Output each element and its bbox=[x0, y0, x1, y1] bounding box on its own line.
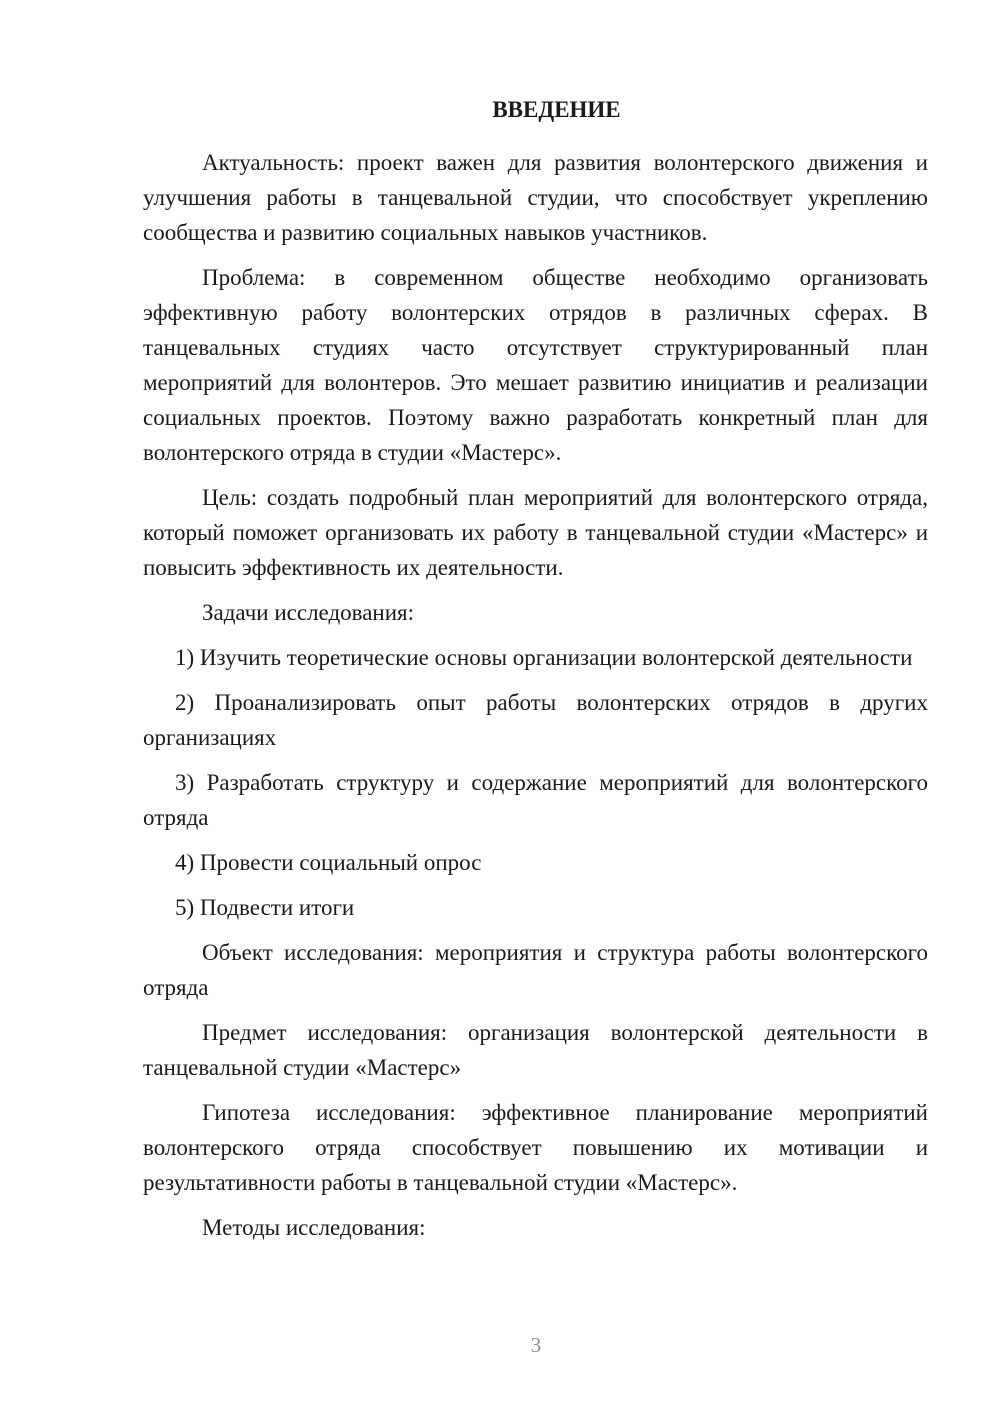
relevance-paragraph: Актуальность: проект важен для развития волонтерского движения и улучшения работы в танцевальной студии, что способствует укреплению сообщества и развитию социальных навыков участников. bbox=[143, 150, 928, 245]
methods-title: Методы исследования: bbox=[202, 1215, 426, 1240]
page-content bbox=[143, 92, 928, 1255]
task-item-4: 4) Провести социальный опрос bbox=[175, 850, 482, 875]
hypothesis-paragraph: Гипотеза исследования: эффективное планирование мероприятий волонтерского отряда способствует повышению их мотивации и результативности работы в танцевальной студии «Мастерс». bbox=[143, 1100, 928, 1195]
section-heading: ВВЕДЕНИЕ bbox=[492, 97, 621, 122]
goal-paragraph: Цель: создать подробный план мероприятий для волонтерского отряда, который поможет организовать их работу в танцевальной студии «Мастерс» и повысить эффективность их деятельности. bbox=[143, 485, 928, 580]
problem-paragraph: Проблема: в современном обществе необходимо организовать эффективную работу волонтерских отрядов в различных сферах. В танцевальных студиях часто отсутствует структурированный план мероприятий для волонтеров. Это мешает развитию инициатив и реализации социальных проектов. Поэтому важно разработать конкретный план для волонтерского отряда в студии «Мастерс». bbox=[143, 265, 928, 465]
subject-paragraph: Предмет исследования: организация волонтерской деятельности в танцевальной студии «Мастерс» bbox=[143, 1020, 928, 1080]
task-item-5: 5) Подвести итоги bbox=[175, 895, 355, 920]
task-item-2: 2) Проанализировать опыт работы волонтерских отрядов в других организациях bbox=[143, 690, 928, 750]
page-number: 3 bbox=[530, 1333, 542, 1357]
task-item-1: 1) Изучить теоретические основы организации волонтерской деятельности bbox=[175, 645, 913, 670]
object-paragraph: Объект исследования: мероприятия и структура работы волонтерского отряда bbox=[143, 940, 928, 1000]
tasks-title: Задачи исследования: bbox=[202, 600, 415, 625]
task-item-3: 3) Разработать структуру и содержание мероприятий для волонтерского отряда bbox=[143, 770, 928, 830]
